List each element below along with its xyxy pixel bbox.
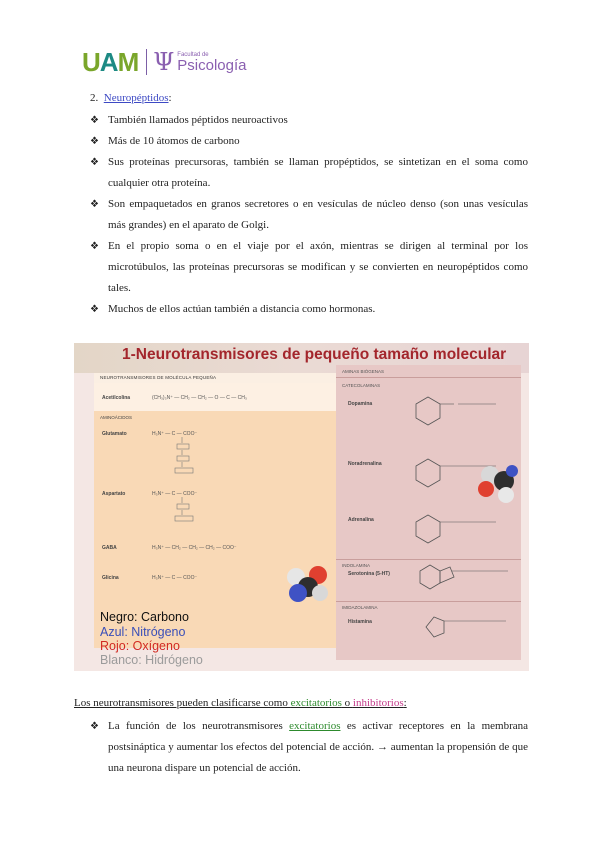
glycine-formula: H₃N⁺ — C — COO⁻ [152,575,198,581]
divider [336,601,521,602]
bullet-text: También llamados péptidos neuroactivos [108,114,288,126]
faculty-name [177,52,246,73]
figure-title: 1-Neurotransmisores de pequeño tamaño molecular [122,346,507,363]
glutamate-chain [174,437,214,483]
biogenic-amines-panel [336,365,521,660]
logo-divider [146,49,147,75]
faculty-big-label: Psicología [177,56,247,74]
aspartate-label: Aspartato [102,491,126,497]
classification-sentence [74,697,407,709]
list-item [90,152,528,194]
diamond-bullet-icon: ❖ [90,115,99,126]
list-item [90,716,528,779]
serotonin-structure [416,561,516,595]
diamond-bullet-icon: ❖ [90,136,99,147]
glycine-molecule-model [284,563,330,605]
uam-logo: UAM [82,46,139,77]
list-item [90,131,528,152]
legend-hydrogen: Blanco: Hidrógeno [100,653,203,667]
acetylcholine-label: Acetilcolina [102,395,131,401]
section-title-link[interactable]: Neuropéptidos [103,92,169,104]
classification-colon: : [403,697,407,709]
diamond-bullet-icon: ❖ [90,721,99,732]
list-item [90,110,528,131]
adrenaline-label: Adrenalina [348,517,374,523]
glycine-label: Glicina [102,575,119,581]
serotonin-label: Serotonina (5-HT) [348,571,390,577]
header-logo [82,44,247,80]
legend-nitrogen: Azul: Nitrógeno [100,625,186,639]
divider [336,377,521,378]
histamine-structure [416,611,516,641]
catecholamines-label: CATECOLAMINAS [342,383,381,388]
neuropeptide-bullets [90,110,528,320]
amino-acids-label: AMINOÁCIDOS [100,415,133,420]
histamine-label: Histamina [348,619,372,625]
biogenic-amines-header: AMINAS BIÓGENAS [342,369,385,374]
list-item [90,194,528,236]
section-number: 2. [90,92,99,104]
legend-carbon: Negro: Carbono [100,610,189,624]
glutamate-label: Glutamato [102,431,127,437]
excitatory-highlight: excitatorios [289,720,341,732]
excitatory-text-before: La función de los neurotransmisores [108,720,290,732]
bullet-text: Sus proteínas precursoras, también se llaman propéptidos, se sintetizan en el soma como cualquier otra proteína. [108,156,528,189]
legend-oxygen: Rojo: Oxígeno [100,639,180,653]
acetylcholine-formula: (CH₃)₃N⁺ — CH₂ — CH₂ — O — C — CH₃ [152,395,247,401]
excitatory-text-after: es activar receptores en la membrana postsináptica y aumentar los efectos del potencial de acción. → aumentan la propensión de que una neurona dispare un potencial de acción. [108,720,528,774]
glutamate-formula: H₃N⁺ — C — COO⁻ [152,431,198,437]
aspartate-formula: H₃N⁺ — C — COO⁻ [152,491,198,497]
gaba-label: GABA [102,545,117,551]
neurotransmitter-figure [74,343,529,671]
small-molecule-panel [94,373,339,648]
bullet-text: Más de 10 átomos de carbono [108,135,240,147]
noradrenaline-molecule-model [474,461,520,505]
noradrenaline-label: Noradrenalina [348,461,382,467]
list-item [90,236,528,299]
divider [336,559,521,560]
section-heading [90,92,172,104]
gaba-formula: H₃N⁺ — CH₂ — CH₂ — CH₂ — COO⁻ [152,545,237,551]
adrenaline-structure [406,507,516,559]
small-molecule-header: NEUROTRANSMISORES DE MOLÉCULA PEQUEÑA [94,373,339,383]
dopamine-label: Dopamina [348,401,373,407]
diamond-bullet-icon: ❖ [90,304,99,315]
imidazolamine-label: IMIDAZOLAMINA [342,605,378,610]
dopamine-structure [406,391,516,443]
classification-or: o [341,697,353,709]
classification-prefix: Los neurotransmisores pueden clasificarse como [74,697,291,709]
bullet-text: Muchos de ellos actúan también a distancia como hormonas. [108,303,376,315]
list-item [90,299,528,320]
bullet-text: En el propio soma o en el viaje por el axón, mientras se dirigen al terminal por los microtúbulos, las proteínas precursoras se modifican y se convierten en neuropéptidos como tales. [108,240,528,294]
excitatory-term: excitatorios [290,697,342,709]
diamond-bullet-icon: ❖ [90,199,99,210]
section-colon: : [168,92,172,104]
inhibitory-term: inhibitorios [352,697,404,709]
bullet-text: Son empaquetados en granos secretores o en vesículas de núcleo denso (son unas vesículas más grandes) en el aparato de Golgi. [108,198,528,231]
aspartate-chain [174,497,214,533]
psi-icon: Ψ [153,48,175,76]
indolamine-label: INDOLAMINA [342,563,371,568]
diamond-bullet-icon: ❖ [90,241,99,252]
excitatory-bullet-block [90,716,528,779]
faculty-small-label: Facultad de [177,51,209,58]
diamond-bullet-icon: ❖ [90,157,99,168]
